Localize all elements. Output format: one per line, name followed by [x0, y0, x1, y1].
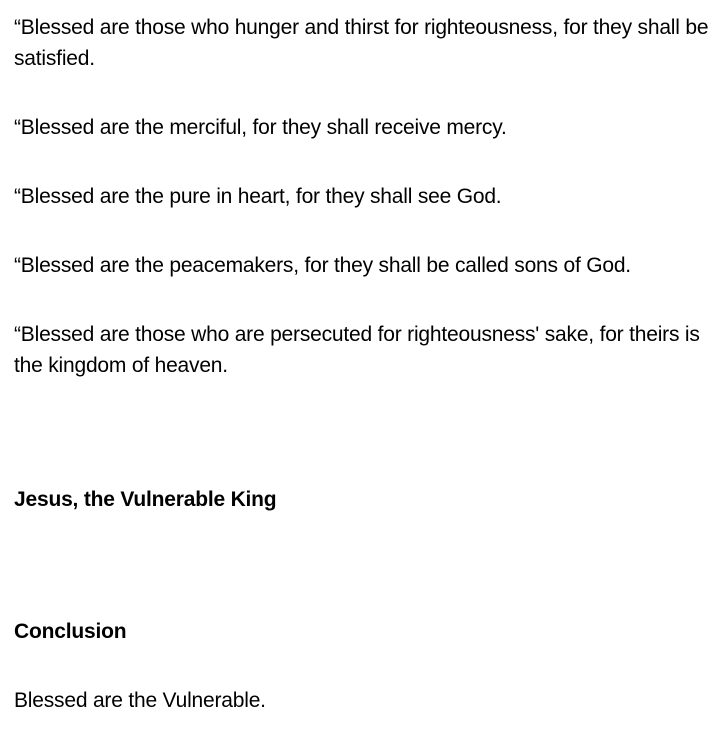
conclusion-heading: Conclusion — [14, 620, 127, 643]
beatitude-merciful: “Blessed are the merciful, for they shall receive mercy. — [14, 116, 507, 139]
beatitude-persecuted: “Blessed are those who are persecuted for righteousness' sake, for theirs is the kingdom of heaven. — [14, 323, 700, 377]
spacer — [14, 515, 714, 616]
beatitude-pure-in-heart: “Blessed are the pure in heart, for they shall see God. — [14, 185, 502, 208]
document-page — [14, 12, 714, 716]
beatitude-hunger-thirst: “Blessed are those who hunger and thirst for righteousness, for they shall be satisfied. — [14, 16, 709, 70]
conclusion-text: Blessed are the Vulnerable. — [14, 689, 266, 712]
section-heading: Jesus, the Vulnerable King — [14, 488, 277, 511]
spacer — [14, 381, 714, 484]
beatitude-peacemakers: “Blessed are the peacemakers, for they shall be called sons of God. — [14, 254, 631, 277]
